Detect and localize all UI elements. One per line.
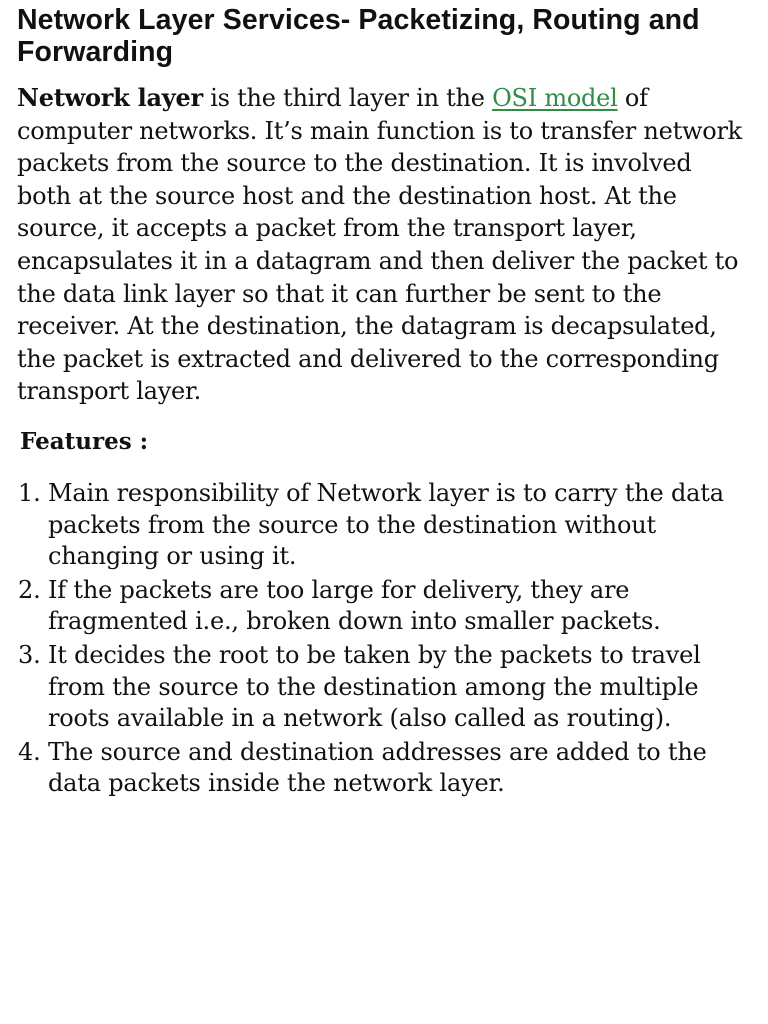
intro-lead-bold: Network layer <box>17 83 203 112</box>
intro-paragraph <box>17 82 752 408</box>
features-list <box>17 478 752 800</box>
list-item-number: 4. <box>18 737 41 766</box>
list-item-text: It decides the root to be taken by the packets to travel from the source to the destination among the multiple roots available in a network (also called as routing). <box>48 640 701 733</box>
list-item <box>17 478 752 573</box>
list-item-text: If the packets are too large for delivery, they are fragmented i.e., broken down into smaller packets. <box>48 575 661 636</box>
intro-text-before-link: is the third layer in the <box>202 84 493 112</box>
list-item-text: Main responsibility of Network layer is to carry the data packets from the source to the destination without changing or using it. <box>48 478 724 571</box>
list-item <box>17 575 752 638</box>
article <box>17 0 752 802</box>
article-title: Network Layer Services- Packetizing, Routing and Forwarding <box>17 4 700 68</box>
list-item-number: 3. <box>18 640 41 669</box>
list-item-text: The source and destination addresses are added to the data packets inside the network layer. <box>48 737 707 798</box>
list-item-number: 2. <box>18 575 41 604</box>
list-item <box>17 737 752 800</box>
osi-model-link[interactable]: OSI model <box>492 84 618 112</box>
list-item-number: 1. <box>18 478 41 507</box>
features-heading: Features : <box>20 427 149 455</box>
intro-text-after-link: of computer networks. It’s main function is to transfer network packets from the source to the destination. It is involved both at the source host and the destination host. At the source, it accepts a packet from the transport layer, encapsulates it in a datagram and then deliver the packet to the data link layer so that it can further be sent to the receiver. At the destination, the datagram is decapsulated, the packet is extracted and delivered to the corresponding transport layer. <box>17 84 742 406</box>
list-item <box>17 640 752 735</box>
